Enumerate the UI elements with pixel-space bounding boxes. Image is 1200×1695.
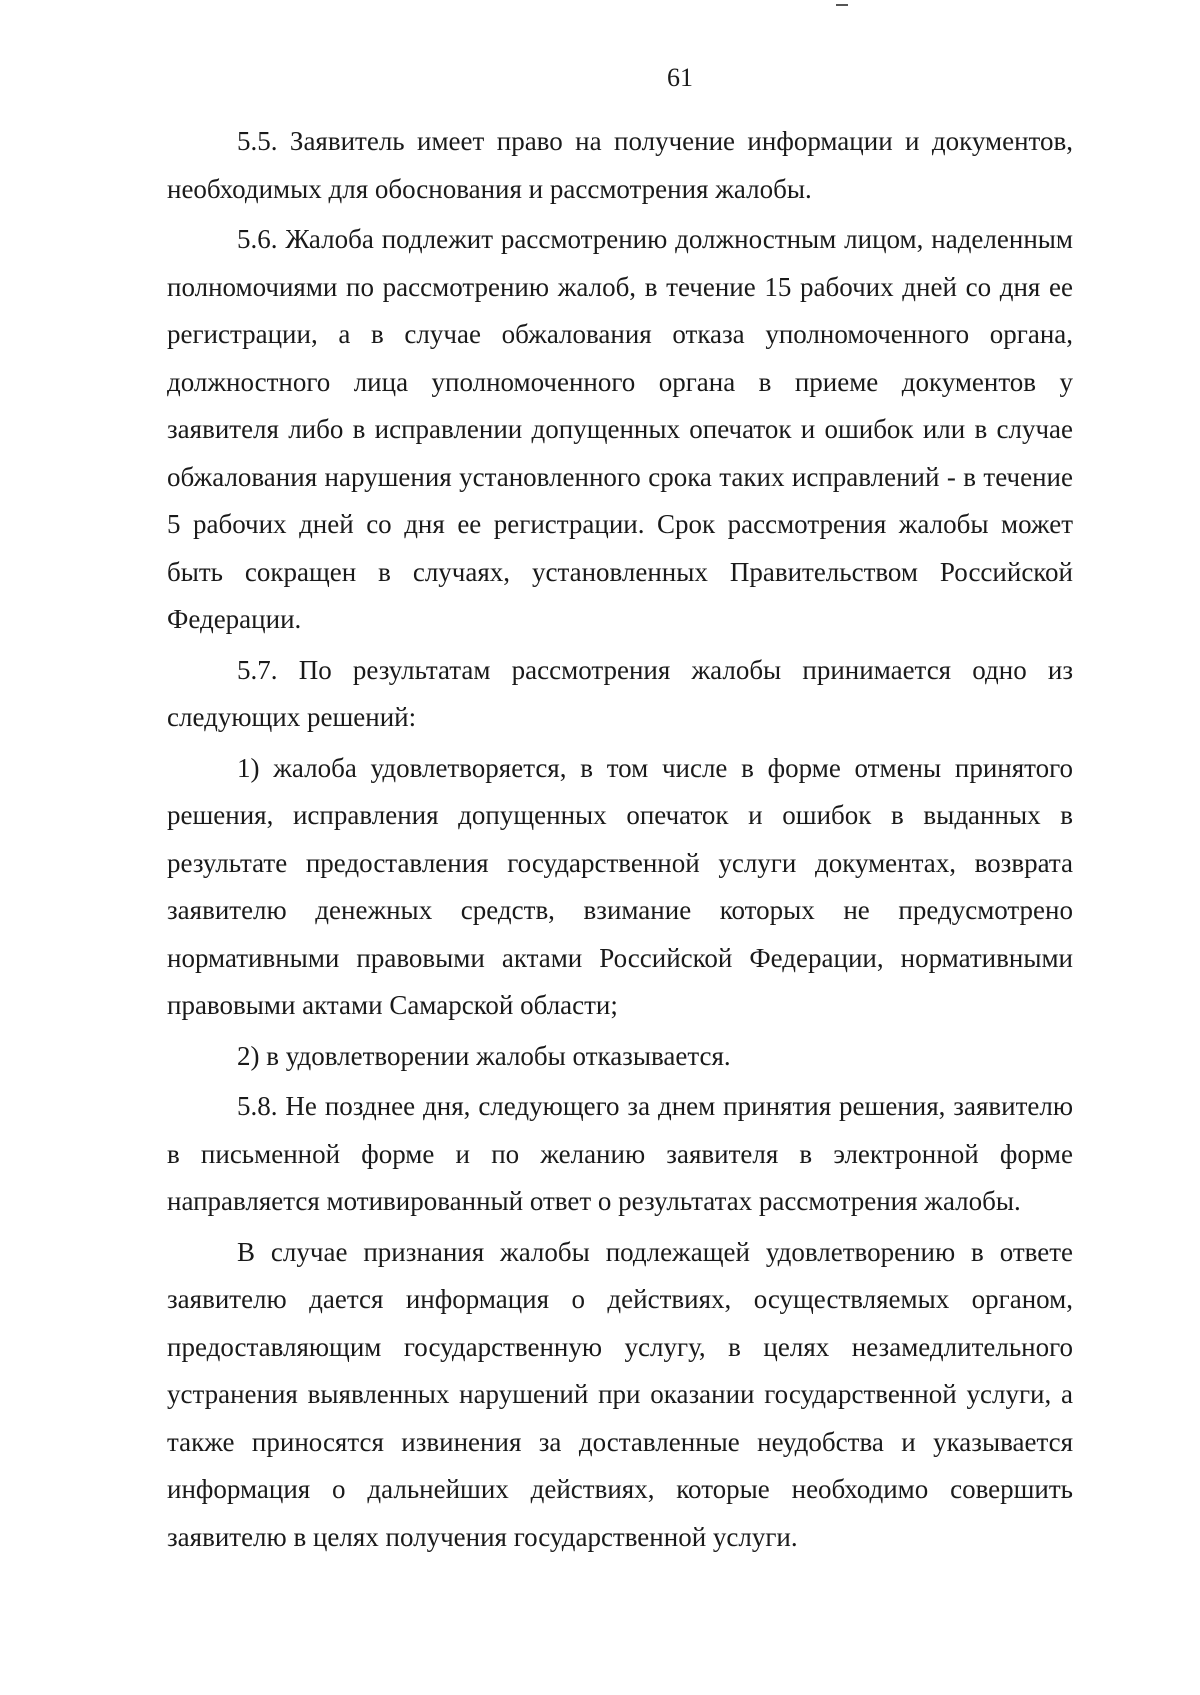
scan-edge-mark [836,0,848,6]
list-item-2: 2) в удовлетворении жалобы отказывается. [237,1040,731,1071]
paragraph-remedy: В случае признания жалобы подлежащей удовлетворению в ответе заявителю дается информация о действиях, осуществляемых органом, предоставляющим государственную услугу, в целях незамедлительного устранения выявленных нарушений при оказании государственной услуги, а также приносятся извинения за доставленные неудобства и указывается информация о дальнейших действиях, которые необходимо совершить заявителю в целях получения государственной услуги. [167,1236,1073,1552]
paragraph-5-8: 5.8. Не позднее дня, следующего за днем принятия решения, заявителю в письменной форме и по желанию заявителя в электронной форме направляется мотивированный ответ о результатах рассмотрения жалобы. [167,1091,1073,1216]
paragraph-5-6: 5.6. Жалоба подлежит рассмотрению должностным лицом, наделенным полномочиями по рассмотрению жалоб, в течение 15 рабочих дней со дня ее регистрации, а в случае обжалования отказа уполномоченного органа, должностного лица уполномоченного органа в приеме документов у заявителя либо в исправлении допущенных опечаток и ошибок или в случае обжалования нарушения установленного срока таких исправлений - в течение 5 рабочих дней со дня ее регистрации. Срок рассмотрения жалобы может быть сокращен в случаях, установленных Правительством Российской Федерации. [167,224,1073,634]
paragraph-5-7: 5.7. По результатам рассмотрения жалобы принимается одно из следующих решений: [167,654,1073,732]
page-number: 61 [667,63,693,92]
list-item-1: 1) жалоба удовлетворяется, в том числе в форме отмены принятого решения, исправления допущенных опечаток и ошибок в выданных в результате предоставления государственной услуги документах, возврата заявителю денежных средств, взимание которых не предусмотрено нормативными правовыми актами Российской Федерации, нормативными правовыми актами Самарской области; [167,752,1073,1020]
document-body [167,118,1073,1561]
paragraph-5-5: 5.5. Заявитель имеет право на получение информации и документов, необходимых для обоснования и рассмотрения жалобы. [167,126,1073,204]
